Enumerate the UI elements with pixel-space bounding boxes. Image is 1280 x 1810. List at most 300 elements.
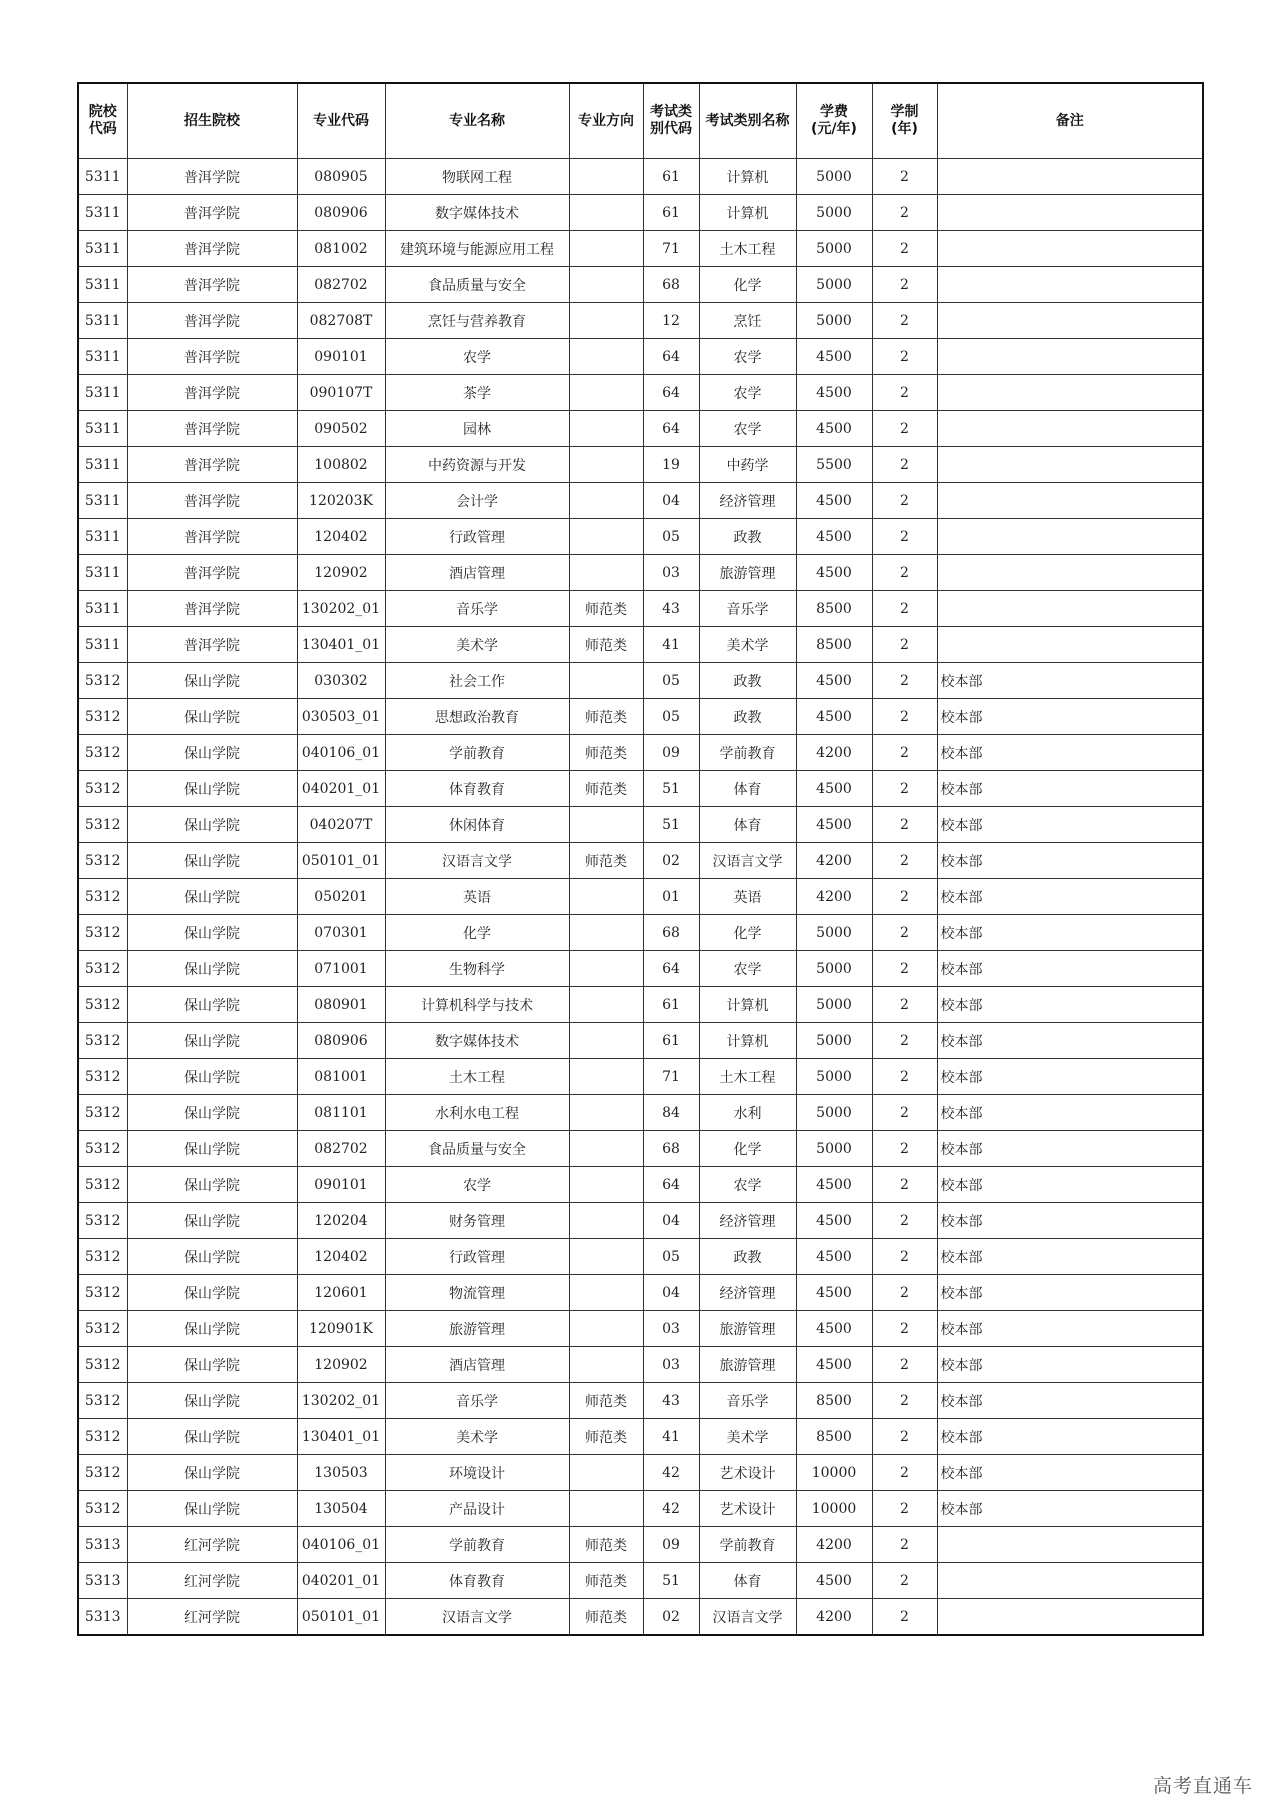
cell-exam_code: 03: [643, 1347, 699, 1383]
table-row: [78, 519, 1203, 555]
cell-exam_name: 汉语言文学: [699, 1599, 796, 1636]
cell-years: 2: [872, 1059, 937, 1095]
cell-direction: 师范类: [569, 1383, 643, 1419]
cell-code: 5312: [78, 843, 127, 879]
cell-exam_name: 旅游管理: [699, 555, 796, 591]
cell-direction: [569, 1275, 643, 1311]
table-row: [78, 591, 1203, 627]
cell-years: 2: [872, 375, 937, 411]
cell-fee: 4500: [796, 375, 872, 411]
cell-major_code: 081101: [297, 1095, 385, 1131]
cell-school: 保山学院: [127, 699, 297, 735]
cell-code: 5311: [78, 267, 127, 303]
cell-exam_code: 68: [643, 267, 699, 303]
cell-years: 2: [872, 627, 937, 663]
cell-school: 保山学院: [127, 735, 297, 771]
cell-major_name: 物联网工程: [385, 159, 569, 195]
table-row: [78, 1023, 1203, 1059]
column-header-exam_name: 考试类别名称: [699, 83, 796, 159]
table-row: [78, 807, 1203, 843]
cell-exam_name: 农学: [699, 411, 796, 447]
cell-code: 5312: [78, 951, 127, 987]
cell-fee: 5500: [796, 447, 872, 483]
cell-exam_code: 05: [643, 699, 699, 735]
cell-fee: 4200: [796, 1527, 872, 1563]
cell-direction: [569, 1347, 643, 1383]
table-row: [78, 1419, 1203, 1455]
cell-major_code: 082702: [297, 1131, 385, 1167]
cell-major_name: 学前教育: [385, 735, 569, 771]
cell-direction: 师范类: [569, 843, 643, 879]
cell-fee: 5000: [796, 159, 872, 195]
cell-direction: [569, 375, 643, 411]
cell-fee: 5000: [796, 195, 872, 231]
cell-note: 校本部: [937, 1455, 1203, 1491]
cell-note: 校本部: [937, 1203, 1203, 1239]
cell-exam_code: 04: [643, 483, 699, 519]
table-row: [78, 1275, 1203, 1311]
cell-years: 2: [872, 735, 937, 771]
cell-exam_code: 71: [643, 231, 699, 267]
table-row: [78, 339, 1203, 375]
cell-major_code: 040106_01: [297, 735, 385, 771]
cell-major_name: 美术学: [385, 1419, 569, 1455]
cell-note: [937, 267, 1203, 303]
cell-exam_code: 41: [643, 1419, 699, 1455]
cell-school: 普洱学院: [127, 483, 297, 519]
cell-major_code: 130401_01: [297, 1419, 385, 1455]
cell-school: 保山学院: [127, 1383, 297, 1419]
cell-exam_code: 02: [643, 1599, 699, 1636]
column-header-exam_code: 考试类 别代码: [643, 83, 699, 159]
cell-school: 普洱学院: [127, 303, 297, 339]
cell-major_name: 产品设计: [385, 1491, 569, 1527]
cell-school: 普洱学院: [127, 339, 297, 375]
cell-fee: 4500: [796, 1347, 872, 1383]
cell-years: 2: [872, 663, 937, 699]
cell-code: 5312: [78, 699, 127, 735]
cell-code: 5312: [78, 1131, 127, 1167]
cell-exam_code: 03: [643, 555, 699, 591]
cell-exam_code: 64: [643, 411, 699, 447]
cell-school: 保山学院: [127, 1275, 297, 1311]
cell-note: [937, 1563, 1203, 1599]
cell-years: 2: [872, 519, 937, 555]
cell-major_code: 120902: [297, 555, 385, 591]
table-header-row: [78, 83, 1203, 159]
cell-years: 2: [872, 951, 937, 987]
cell-major_name: 物流管理: [385, 1275, 569, 1311]
cell-school: 保山学院: [127, 663, 297, 699]
cell-school: 普洱学院: [127, 519, 297, 555]
cell-years: 2: [872, 807, 937, 843]
cell-years: 2: [872, 1599, 937, 1636]
table-row: [78, 411, 1203, 447]
cell-note: 校本部: [937, 879, 1203, 915]
cell-school: 普洱学院: [127, 591, 297, 627]
cell-exam_name: 艺术设计: [699, 1455, 796, 1491]
cell-fee: 4500: [796, 1167, 872, 1203]
cell-major_name: 思想政治教育: [385, 699, 569, 735]
cell-direction: [569, 411, 643, 447]
cell-fee: 5000: [796, 987, 872, 1023]
cell-note: 校本部: [937, 1419, 1203, 1455]
cell-note: 校本部: [937, 1383, 1203, 1419]
cell-major_name: 音乐学: [385, 1383, 569, 1419]
cell-major_name: 学前教育: [385, 1527, 569, 1563]
cell-direction: [569, 1059, 643, 1095]
cell-code: 5311: [78, 519, 127, 555]
column-header-fee: 学费 (元/年): [796, 83, 872, 159]
table-row: [78, 843, 1203, 879]
cell-direction: [569, 1239, 643, 1275]
cell-exam_code: 51: [643, 771, 699, 807]
cell-code: 5311: [78, 231, 127, 267]
cell-school: 保山学院: [127, 1131, 297, 1167]
table-row: [78, 375, 1203, 411]
cell-code: 5312: [78, 879, 127, 915]
cell-major_code: 030503_01: [297, 699, 385, 735]
cell-years: 2: [872, 339, 937, 375]
column-header-note: 备注: [937, 83, 1203, 159]
cell-direction: [569, 879, 643, 915]
table-row: [78, 1059, 1203, 1095]
cell-code: 5312: [78, 1095, 127, 1131]
cell-major_name: 英语: [385, 879, 569, 915]
cell-code: 5311: [78, 375, 127, 411]
cell-direction: [569, 231, 643, 267]
cell-major_name: 酒店管理: [385, 1347, 569, 1383]
cell-fee: 5000: [796, 231, 872, 267]
cell-years: 2: [872, 699, 937, 735]
cell-major_code: 130504: [297, 1491, 385, 1527]
cell-code: 5312: [78, 1311, 127, 1347]
cell-fee: 4200: [796, 843, 872, 879]
table-row: [78, 1203, 1203, 1239]
cell-major_code: 120601: [297, 1275, 385, 1311]
cell-exam_code: 41: [643, 627, 699, 663]
cell-code: 5311: [78, 195, 127, 231]
cell-fee: 5000: [796, 915, 872, 951]
cell-major_code: 040201_01: [297, 1563, 385, 1599]
cell-direction: 师范类: [569, 1563, 643, 1599]
cell-direction: [569, 663, 643, 699]
cell-note: [937, 483, 1203, 519]
cell-school: 保山学院: [127, 1419, 297, 1455]
cell-direction: [569, 915, 643, 951]
cell-exam_code: 61: [643, 987, 699, 1023]
cell-exam_name: 旅游管理: [699, 1347, 796, 1383]
cell-direction: [569, 159, 643, 195]
column-header-major_name: 专业名称: [385, 83, 569, 159]
cell-major_code: 090107T: [297, 375, 385, 411]
cell-direction: 师范类: [569, 1527, 643, 1563]
cell-fee: 4500: [796, 519, 872, 555]
cell-major_code: 120402: [297, 1239, 385, 1275]
cell-code: 5313: [78, 1563, 127, 1599]
cell-direction: [569, 339, 643, 375]
cell-fee: 4500: [796, 1203, 872, 1239]
cell-exam_code: 64: [643, 951, 699, 987]
admissions-table: [77, 82, 1204, 1636]
cell-exam_code: 64: [643, 375, 699, 411]
cell-exam_name: 计算机: [699, 159, 796, 195]
cell-major_name: 会计学: [385, 483, 569, 519]
cell-note: [937, 195, 1203, 231]
cell-fee: 4500: [796, 483, 872, 519]
cell-direction: 师范类: [569, 1599, 643, 1636]
cell-note: 校本部: [937, 843, 1203, 879]
cell-school: 保山学院: [127, 1059, 297, 1095]
cell-code: 5311: [78, 591, 127, 627]
cell-note: 校本部: [937, 1311, 1203, 1347]
cell-code: 5312: [78, 1275, 127, 1311]
cell-note: [937, 411, 1203, 447]
cell-major_code: 080906: [297, 195, 385, 231]
cell-years: 2: [872, 771, 937, 807]
cell-fee: 4200: [796, 879, 872, 915]
cell-major_code: 120902: [297, 1347, 385, 1383]
cell-fee: 8500: [796, 591, 872, 627]
cell-exam_code: 51: [643, 807, 699, 843]
table-row: [78, 1239, 1203, 1275]
cell-school: 保山学院: [127, 1239, 297, 1275]
cell-exam_name: 政教: [699, 663, 796, 699]
cell-code: 5311: [78, 447, 127, 483]
cell-direction: [569, 483, 643, 519]
table-row: [78, 1131, 1203, 1167]
cell-direction: [569, 195, 643, 231]
table-row: [78, 1599, 1203, 1636]
cell-exam_name: 农学: [699, 375, 796, 411]
cell-exam_code: 64: [643, 1167, 699, 1203]
cell-years: 2: [872, 1275, 937, 1311]
cell-years: 2: [872, 159, 937, 195]
cell-years: 2: [872, 555, 937, 591]
cell-fee: 5000: [796, 1131, 872, 1167]
cell-years: 2: [872, 1455, 937, 1491]
column-header-direction: 专业方向: [569, 83, 643, 159]
cell-code: 5312: [78, 1239, 127, 1275]
table-row: [78, 879, 1203, 915]
cell-years: 2: [872, 1527, 937, 1563]
cell-years: 2: [872, 1131, 937, 1167]
cell-exam_code: 51: [643, 1563, 699, 1599]
cell-school: 普洱学院: [127, 159, 297, 195]
cell-major_name: 土木工程: [385, 1059, 569, 1095]
cell-code: 5312: [78, 663, 127, 699]
cell-fee: 4200: [796, 735, 872, 771]
cell-note: [937, 339, 1203, 375]
cell-direction: [569, 1167, 643, 1203]
cell-major_name: 生物科学: [385, 951, 569, 987]
cell-note: 校本部: [937, 771, 1203, 807]
table-row: [78, 951, 1203, 987]
cell-major_code: 082702: [297, 267, 385, 303]
cell-major_name: 食品质量与安全: [385, 1131, 569, 1167]
cell-exam_name: 英语: [699, 879, 796, 915]
cell-direction: 师范类: [569, 735, 643, 771]
column-header-school: 招生院校: [127, 83, 297, 159]
table-row: [78, 555, 1203, 591]
cell-note: 校本部: [937, 1059, 1203, 1095]
cell-fee: 4500: [796, 555, 872, 591]
cell-exam_name: 农学: [699, 339, 796, 375]
cell-school: 保山学院: [127, 1167, 297, 1203]
cell-fee: 5000: [796, 267, 872, 303]
table-row: [78, 231, 1203, 267]
cell-exam_name: 化学: [699, 267, 796, 303]
cell-major_code: 050101_01: [297, 843, 385, 879]
cell-years: 2: [872, 1239, 937, 1275]
cell-note: 校本部: [937, 987, 1203, 1023]
cell-major_code: 080901: [297, 987, 385, 1023]
cell-direction: [569, 807, 643, 843]
cell-major_code: 050101_01: [297, 1599, 385, 1636]
cell-exam_code: 05: [643, 519, 699, 555]
cell-fee: 8500: [796, 1419, 872, 1455]
cell-fee: 4500: [796, 771, 872, 807]
cell-exam_name: 化学: [699, 915, 796, 951]
cell-exam_code: 03: [643, 1311, 699, 1347]
cell-exam_code: 09: [643, 1527, 699, 1563]
cell-fee: 4500: [796, 699, 872, 735]
cell-major_name: 体育教育: [385, 771, 569, 807]
cell-years: 2: [872, 1491, 937, 1527]
cell-direction: [569, 555, 643, 591]
cell-code: 5312: [78, 1059, 127, 1095]
cell-major_name: 汉语言文学: [385, 1599, 569, 1636]
cell-direction: 师范类: [569, 699, 643, 735]
cell-major_name: 休闲体育: [385, 807, 569, 843]
cell-years: 2: [872, 231, 937, 267]
watermark-text: 高考直通车: [1152, 1775, 1253, 1797]
cell-exam_name: 计算机: [699, 195, 796, 231]
cell-exam_name: 美术学: [699, 1419, 796, 1455]
cell-exam_code: 05: [643, 663, 699, 699]
cell-years: 2: [872, 1419, 937, 1455]
cell-years: 2: [872, 1095, 937, 1131]
cell-note: [937, 519, 1203, 555]
cell-note: 校本部: [937, 1239, 1203, 1275]
cell-major_name: 农学: [385, 339, 569, 375]
cell-note: 校本部: [937, 699, 1203, 735]
cell-exam_name: 美术学: [699, 627, 796, 663]
table-row: [78, 267, 1203, 303]
cell-code: 5312: [78, 735, 127, 771]
cell-years: 2: [872, 411, 937, 447]
cell-school: 普洱学院: [127, 231, 297, 267]
cell-major_name: 茶学: [385, 375, 569, 411]
cell-direction: [569, 267, 643, 303]
cell-major_name: 农学: [385, 1167, 569, 1203]
cell-exam_name: 艺术设计: [699, 1491, 796, 1527]
cell-years: 2: [872, 591, 937, 627]
cell-exam_name: 农学: [699, 951, 796, 987]
cell-major_name: 食品质量与安全: [385, 267, 569, 303]
cell-years: 2: [872, 879, 937, 915]
cell-major_code: 080905: [297, 159, 385, 195]
cell-exam_code: 04: [643, 1275, 699, 1311]
cell-code: 5312: [78, 1167, 127, 1203]
cell-years: 2: [872, 303, 937, 339]
cell-major_name: 建筑环境与能源应用工程: [385, 231, 569, 267]
cell-note: [937, 231, 1203, 267]
cell-major_code: 071001: [297, 951, 385, 987]
cell-note: 校本部: [937, 1023, 1203, 1059]
cell-exam_code: 43: [643, 1383, 699, 1419]
cell-school: 普洱学院: [127, 267, 297, 303]
cell-major_code: 070301: [297, 915, 385, 951]
cell-direction: [569, 519, 643, 555]
cell-major_name: 数字媒体技术: [385, 1023, 569, 1059]
cell-years: 2: [872, 1563, 937, 1599]
cell-exam_name: 计算机: [699, 987, 796, 1023]
cell-fee: 4500: [796, 1563, 872, 1599]
cell-direction: [569, 1311, 643, 1347]
cell-school: 普洱学院: [127, 375, 297, 411]
cell-years: 2: [872, 1311, 937, 1347]
table-row: [78, 915, 1203, 951]
cell-school: 保山学院: [127, 1311, 297, 1347]
cell-code: 5311: [78, 627, 127, 663]
cell-major_name: 中药资源与开发: [385, 447, 569, 483]
cell-years: 2: [872, 267, 937, 303]
cell-exam_name: 计算机: [699, 1023, 796, 1059]
cell-note: 校本部: [937, 951, 1203, 987]
cell-major_code: 050201: [297, 879, 385, 915]
cell-major_code: 120901K: [297, 1311, 385, 1347]
cell-direction: 师范类: [569, 771, 643, 807]
table-row: [78, 483, 1203, 519]
cell-fee: 4500: [796, 663, 872, 699]
cell-exam_name: 土木工程: [699, 231, 796, 267]
cell-major_code: 130503: [297, 1455, 385, 1491]
cell-fee: 10000: [796, 1455, 872, 1491]
cell-exam_name: 汉语言文学: [699, 843, 796, 879]
cell-exam_name: 音乐学: [699, 591, 796, 627]
cell-fee: 4500: [796, 807, 872, 843]
cell-exam_code: 84: [643, 1095, 699, 1131]
cell-major_name: 酒店管理: [385, 555, 569, 591]
cell-major_name: 烹饪与营养教育: [385, 303, 569, 339]
cell-school: 保山学院: [127, 1023, 297, 1059]
cell-code: 5312: [78, 1347, 127, 1383]
cell-fee: 5000: [796, 1059, 872, 1095]
cell-direction: [569, 303, 643, 339]
cell-exam_name: 水利: [699, 1095, 796, 1131]
cell-school: 保山学院: [127, 915, 297, 951]
cell-exam_name: 经济管理: [699, 1275, 796, 1311]
cell-fee: 4500: [796, 1239, 872, 1275]
cell-major_code: 120203K: [297, 483, 385, 519]
cell-school: 保山学院: [127, 843, 297, 879]
cell-code: 5312: [78, 1383, 127, 1419]
cell-fee: 5000: [796, 1095, 872, 1131]
cell-major_code: 090101: [297, 1167, 385, 1203]
cell-major_name: 财务管理: [385, 1203, 569, 1239]
cell-code: 5313: [78, 1599, 127, 1636]
cell-years: 2: [872, 1167, 937, 1203]
cell-direction: 师范类: [569, 591, 643, 627]
cell-code: 5312: [78, 807, 127, 843]
cell-school: 保山学院: [127, 1491, 297, 1527]
cell-major_name: 美术学: [385, 627, 569, 663]
cell-direction: [569, 951, 643, 987]
cell-note: 校本部: [937, 1167, 1203, 1203]
cell-major_code: 081002: [297, 231, 385, 267]
cell-code: 5312: [78, 915, 127, 951]
